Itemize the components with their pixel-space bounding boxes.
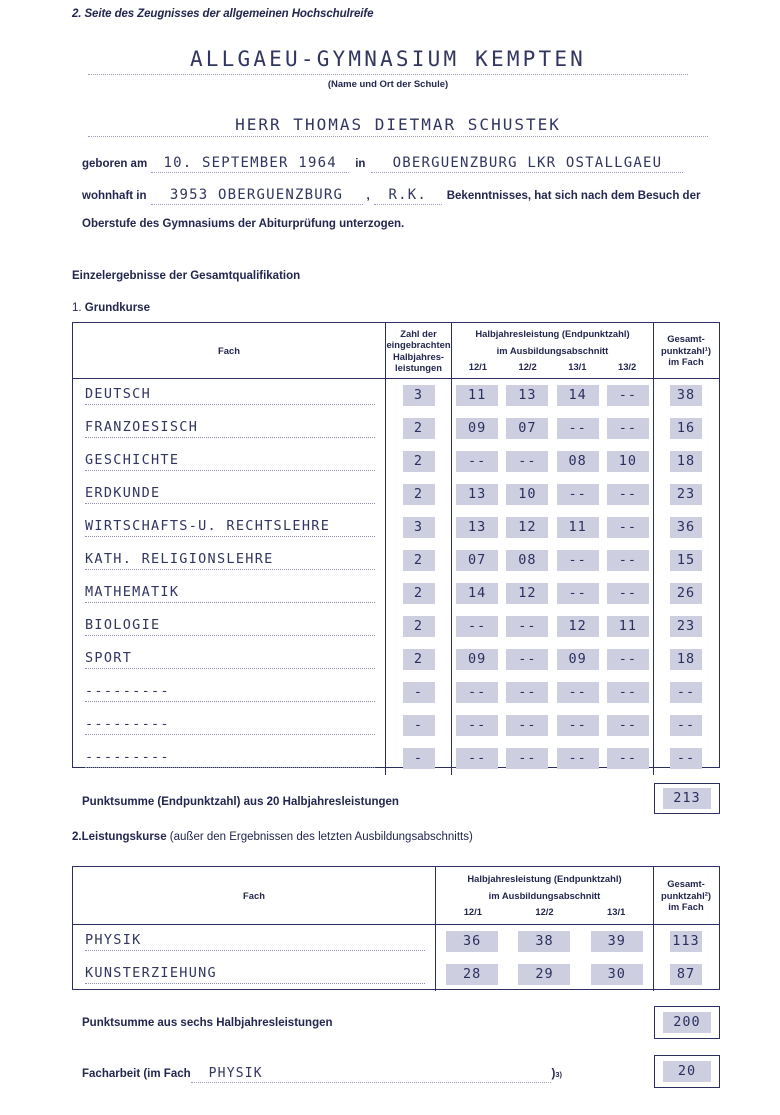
total-value: 26 bbox=[670, 583, 702, 604]
half-year-value: 08 bbox=[557, 451, 599, 472]
subject-name[interactable]: KATH. RELIGIONSLEHRE bbox=[85, 551, 375, 570]
total-value: 15 bbox=[670, 550, 702, 571]
count-value: 3 bbox=[403, 385, 435, 406]
half-year-value: -- bbox=[506, 748, 548, 769]
table-row bbox=[386, 379, 451, 412]
half-year-value: 13 bbox=[456, 484, 498, 505]
facharbeit-close-paren: ) bbox=[551, 1068, 556, 1080]
table-row bbox=[654, 610, 718, 643]
lk-tick-12-1: 12/1 bbox=[463, 906, 482, 918]
grundkurse-halves-column bbox=[451, 379, 653, 775]
page-note: 2. Seite des Zeugnisses der allgemeinen Hochschulreife bbox=[72, 8, 374, 20]
half-year-value: 12 bbox=[506, 517, 548, 538]
half-year-value: 11 bbox=[607, 616, 649, 637]
half-year-value: -- bbox=[607, 748, 649, 769]
header-ges-line2: punktzahl¹) bbox=[661, 344, 711, 356]
table-row bbox=[73, 511, 385, 544]
table-row bbox=[452, 412, 653, 445]
grundkurse-sum-value: 213 bbox=[663, 788, 711, 809]
total-value: 23 bbox=[670, 616, 702, 637]
half-year-value: -- bbox=[456, 451, 498, 472]
leistungskurse-heading bbox=[72, 831, 473, 843]
total-value: -- bbox=[670, 748, 702, 769]
tick-13-2: 13/2 bbox=[618, 361, 637, 373]
half-year-value: -- bbox=[607, 682, 649, 703]
lk-header-ges-line2: punktzahl²) bbox=[661, 889, 711, 901]
header-zahl-line2: eingebrachten bbox=[386, 339, 451, 351]
half-year-value: 38 bbox=[518, 931, 570, 952]
half-year-value: 09 bbox=[456, 418, 498, 439]
header-ges-line1: Gesamt- bbox=[667, 333, 705, 345]
half-year-value: -- bbox=[607, 385, 649, 406]
leistungskurse-sum-label: Punktsumme aus sechs Halbjahresleistungen bbox=[82, 1017, 333, 1029]
half-year-value: -- bbox=[607, 517, 649, 538]
grundkurse-table-body bbox=[73, 379, 719, 775]
total-value: 18 bbox=[670, 451, 702, 472]
table-row bbox=[386, 412, 451, 445]
school-block bbox=[88, 47, 688, 90]
table-row bbox=[452, 379, 653, 412]
half-year-value: 13 bbox=[456, 517, 498, 538]
count-value: - bbox=[403, 748, 435, 769]
leistungskurse-table bbox=[72, 866, 720, 990]
resident-label: wohnhaft in bbox=[82, 190, 147, 202]
table-row bbox=[654, 577, 718, 610]
total-value: 16 bbox=[670, 418, 702, 439]
half-year-value: 14 bbox=[557, 385, 599, 406]
half-year-value: 13 bbox=[506, 385, 548, 406]
table-row bbox=[386, 511, 451, 544]
table-row bbox=[654, 445, 718, 478]
half-year-value: 11 bbox=[557, 517, 599, 538]
leistungskurse-table-header bbox=[73, 867, 719, 925]
half-year-value: -- bbox=[557, 484, 599, 505]
half-year-value: -- bbox=[506, 649, 548, 670]
tick-13-1: 13/1 bbox=[568, 361, 587, 373]
half-year-value: -- bbox=[607, 484, 649, 505]
half-year-value: -- bbox=[557, 682, 599, 703]
half-year-value: -- bbox=[607, 583, 649, 604]
half-year-value: 28 bbox=[446, 964, 498, 985]
table-row bbox=[452, 478, 653, 511]
table-row bbox=[654, 379, 718, 412]
facharbeit-line bbox=[82, 1066, 562, 1083]
subject-name[interactable]: GESCHICHTE bbox=[85, 452, 375, 471]
table-row bbox=[386, 577, 451, 610]
grundkurse-title: Grundkurse bbox=[84, 302, 150, 314]
half-year-value: -- bbox=[506, 715, 548, 736]
header-fach: Fach bbox=[218, 344, 240, 356]
leistungskurse-sum-box bbox=[654, 1006, 720, 1039]
table-row bbox=[73, 958, 435, 991]
total-value: 23 bbox=[670, 484, 702, 505]
count-value: 2 bbox=[403, 583, 435, 604]
table-row bbox=[436, 925, 653, 958]
total-value: 18 bbox=[670, 649, 702, 670]
table-row bbox=[73, 544, 385, 577]
tick-12-1: 12/1 bbox=[468, 361, 487, 373]
half-year-value: 12 bbox=[506, 583, 548, 604]
education-tail-line bbox=[82, 218, 732, 230]
count-value: 2 bbox=[403, 451, 435, 472]
lk-header-fach: Fach bbox=[243, 889, 265, 901]
table-row bbox=[452, 511, 653, 544]
count-value: 2 bbox=[403, 484, 435, 505]
table-row bbox=[452, 643, 653, 676]
leistungskurse-title: Leistungskurse bbox=[81, 831, 167, 843]
lk-tick-13-1: 13/1 bbox=[607, 906, 626, 918]
lk-header-half-ticks bbox=[437, 906, 652, 917]
subject-name[interactable]: --------- bbox=[85, 683, 375, 702]
school-name-caption: (Name und Ort der Schule) bbox=[327, 79, 449, 90]
half-year-value: 30 bbox=[591, 964, 643, 985]
student-name-block bbox=[88, 115, 708, 137]
lk-header-gesamtpunktzahl bbox=[653, 867, 718, 924]
table-row bbox=[654, 511, 718, 544]
facharbeit-value-box bbox=[654, 1055, 720, 1088]
count-value: 2 bbox=[403, 550, 435, 571]
facharbeit-value: 20 bbox=[663, 1061, 711, 1082]
address-line bbox=[82, 187, 732, 205]
lk-tick-12-2: 12/2 bbox=[535, 906, 554, 918]
half-year-value: -- bbox=[506, 616, 548, 637]
header-zahl-line4: leistungen bbox=[395, 361, 442, 373]
lk-header-half-line2: im Ausbildungsabschnitt bbox=[488, 889, 601, 901]
count-value: 2 bbox=[403, 616, 435, 637]
born-label: geboren am bbox=[82, 158, 148, 170]
lk-header-halbjahresleistung bbox=[435, 867, 653, 924]
half-year-value: 07 bbox=[506, 418, 548, 439]
total-value: 87 bbox=[670, 964, 702, 985]
grundkurse-sum-box bbox=[654, 783, 720, 814]
header-zahl-line3: Halbjahres- bbox=[392, 350, 445, 362]
subject-name[interactable]: ERDKUNDE bbox=[85, 485, 375, 504]
facharbeit-footnote-marker: 3) bbox=[555, 1070, 562, 1079]
header-half-ticks bbox=[453, 361, 652, 372]
header-half-line1: Halbjahresleistung (Endpunktzahl) bbox=[475, 328, 630, 340]
table-row bbox=[73, 676, 385, 709]
table-row bbox=[386, 610, 451, 643]
grundkurse-total-column bbox=[653, 379, 718, 775]
subject-name[interactable]: FRANZOESISCH bbox=[85, 419, 375, 438]
facharbeit-label: Facharbeit (im Fach bbox=[82, 1068, 191, 1080]
half-year-value: 29 bbox=[518, 964, 570, 985]
leistungskurse-sum-value: 200 bbox=[663, 1012, 711, 1033]
table-row bbox=[654, 478, 718, 511]
half-year-value: -- bbox=[557, 748, 599, 769]
half-year-value: -- bbox=[456, 715, 498, 736]
subject-name[interactable]: WIRTSCHAFTS-U. RECHTSLEHRE bbox=[85, 518, 375, 537]
header-half-line2: im Ausbildungsabschnitt bbox=[496, 344, 609, 356]
total-value: -- bbox=[670, 715, 702, 736]
table-row bbox=[654, 742, 718, 775]
count-value: 2 bbox=[403, 418, 435, 439]
birth-place-field[interactable]: OBERGUENZBURG LKR OSTALLGAEU bbox=[371, 155, 683, 173]
total-value: 113 bbox=[670, 931, 702, 952]
table-row bbox=[452, 577, 653, 610]
grundkurse-sum-label: Punktsumme (Endpunktzahl) aus 20 Halbjahresleistungen bbox=[82, 796, 399, 808]
half-year-value: 10 bbox=[506, 484, 548, 505]
header-ges-line3: im Fach bbox=[668, 356, 704, 368]
subject-name[interactable]: SPORT bbox=[85, 650, 375, 669]
half-year-value: -- bbox=[607, 418, 649, 439]
education-tail-label: Oberstufe des Gymnasiums der Abiturprüfung unterzogen. bbox=[82, 218, 405, 230]
table-row bbox=[73, 577, 385, 610]
half-year-value: 39 bbox=[591, 931, 643, 952]
table-row bbox=[452, 742, 653, 775]
count-value: - bbox=[403, 682, 435, 703]
table-row bbox=[654, 925, 718, 958]
denomination-tail-label: Bekenntnisses, hat sich nach dem Besuch der bbox=[446, 190, 701, 202]
school-name: ALLGAEU-GYMNASIUM KEMPTEN bbox=[88, 47, 688, 75]
table-row bbox=[386, 709, 451, 742]
table-row bbox=[436, 958, 653, 991]
table-row bbox=[386, 676, 451, 709]
leistungskurse-halves-column bbox=[435, 925, 653, 991]
half-year-value: -- bbox=[557, 715, 599, 736]
table-row bbox=[654, 412, 718, 445]
leistungskurse-total-column bbox=[653, 925, 718, 991]
table-row bbox=[73, 478, 385, 511]
overview-heading: Einzelergebnisse der Gesamtqualifikation bbox=[72, 270, 301, 282]
lk-header-half-line1: Halbjahresleistung (Endpunktzahl) bbox=[467, 873, 622, 885]
table-row bbox=[386, 643, 451, 676]
half-year-value: 36 bbox=[446, 931, 498, 952]
half-year-value: -- bbox=[557, 550, 599, 571]
table-row bbox=[654, 643, 718, 676]
table-row bbox=[73, 925, 435, 958]
table-row bbox=[654, 958, 718, 991]
birth-line bbox=[82, 155, 732, 173]
grundkurse-number: 1. bbox=[72, 302, 82, 314]
half-year-value: -- bbox=[557, 418, 599, 439]
table-row bbox=[73, 709, 385, 742]
half-year-value: 09 bbox=[456, 649, 498, 670]
table-row bbox=[73, 412, 385, 445]
half-year-value: -- bbox=[607, 715, 649, 736]
half-year-value: 12 bbox=[557, 616, 599, 637]
total-value: 38 bbox=[670, 385, 702, 406]
header-gesamtpunktzahl bbox=[653, 323, 718, 378]
table-row bbox=[654, 544, 718, 577]
leistungskurse-table-body bbox=[73, 925, 719, 991]
lk-header-ges-line3: im Fach bbox=[668, 901, 704, 913]
total-value: 36 bbox=[670, 517, 702, 538]
header-halbjahresleistung bbox=[451, 323, 653, 378]
subject-name[interactable]: MATHEMATIK bbox=[85, 584, 375, 603]
tick-12-2: 12/2 bbox=[518, 361, 537, 373]
table-row bbox=[73, 445, 385, 478]
table-row bbox=[386, 742, 451, 775]
half-year-value: 11 bbox=[456, 385, 498, 406]
subject-name[interactable]: PHYSIK bbox=[85, 932, 425, 951]
half-year-value: -- bbox=[506, 451, 548, 472]
half-year-value: 10 bbox=[607, 451, 649, 472]
count-value: 3 bbox=[403, 517, 435, 538]
subject-name[interactable]: DEUTSCH bbox=[85, 386, 375, 405]
leistungskurse-number: 2. bbox=[72, 831, 82, 843]
leistungskurse-subject-column bbox=[73, 925, 435, 991]
header-zahl bbox=[385, 323, 451, 378]
grundkurse-subject-column bbox=[73, 379, 385, 775]
address-field[interactable]: 3953 OBERGUENZBURG bbox=[151, 187, 363, 205]
half-year-value: 09 bbox=[557, 649, 599, 670]
denomination-field[interactable]: R.K. bbox=[374, 187, 442, 205]
half-year-value: -- bbox=[506, 682, 548, 703]
subject-name[interactable]: BIOLOGIE bbox=[85, 617, 375, 636]
table-row bbox=[452, 445, 653, 478]
count-value: - bbox=[403, 715, 435, 736]
half-year-value: 14 bbox=[456, 583, 498, 604]
table-row bbox=[386, 445, 451, 478]
half-year-value: -- bbox=[456, 682, 498, 703]
birth-date-field[interactable]: 10. SEPTEMBER 1964 bbox=[151, 155, 349, 173]
table-row bbox=[452, 544, 653, 577]
subject-name[interactable]: KUNSTERZIEHUNG bbox=[85, 965, 425, 984]
table-row bbox=[73, 379, 385, 412]
total-value: -- bbox=[670, 682, 702, 703]
header-zahl-line1: Zahl der bbox=[400, 327, 437, 339]
half-year-value: 07 bbox=[456, 550, 498, 571]
subject-name[interactable]: --------- bbox=[85, 716, 375, 735]
count-value: 2 bbox=[403, 649, 435, 670]
table-row bbox=[452, 676, 653, 709]
table-row bbox=[73, 742, 385, 775]
table-row bbox=[452, 709, 653, 742]
subject-name[interactable]: --------- bbox=[85, 749, 375, 768]
table-row bbox=[73, 610, 385, 643]
grundkurse-heading bbox=[72, 302, 150, 314]
table-row bbox=[452, 610, 653, 643]
half-year-value: -- bbox=[557, 583, 599, 604]
comma-separator: , bbox=[366, 190, 370, 202]
grundkurse-table bbox=[72, 322, 720, 768]
table-row bbox=[654, 676, 718, 709]
half-year-value: -- bbox=[456, 748, 498, 769]
table-row bbox=[654, 709, 718, 742]
grundkurse-count-column bbox=[385, 379, 451, 775]
in-label: in bbox=[355, 158, 366, 170]
grundkurse-table-header bbox=[73, 323, 719, 379]
half-year-value: 08 bbox=[506, 550, 548, 571]
leistungskurse-note: (außer den Ergebnissen des letzten Ausbildungsabschnitts) bbox=[169, 831, 473, 843]
student-name: HERR THOMAS DIETMAR SCHUSTEK bbox=[88, 115, 708, 137]
half-year-value: -- bbox=[607, 550, 649, 571]
half-year-value: -- bbox=[607, 649, 649, 670]
half-year-value: -- bbox=[456, 616, 498, 637]
table-row bbox=[386, 544, 451, 577]
facharbeit-subject-field[interactable]: PHYSIK bbox=[191, 1066, 552, 1083]
table-row bbox=[386, 478, 451, 511]
table-row bbox=[73, 643, 385, 676]
lk-header-ges-line1: Gesamt- bbox=[667, 878, 705, 890]
